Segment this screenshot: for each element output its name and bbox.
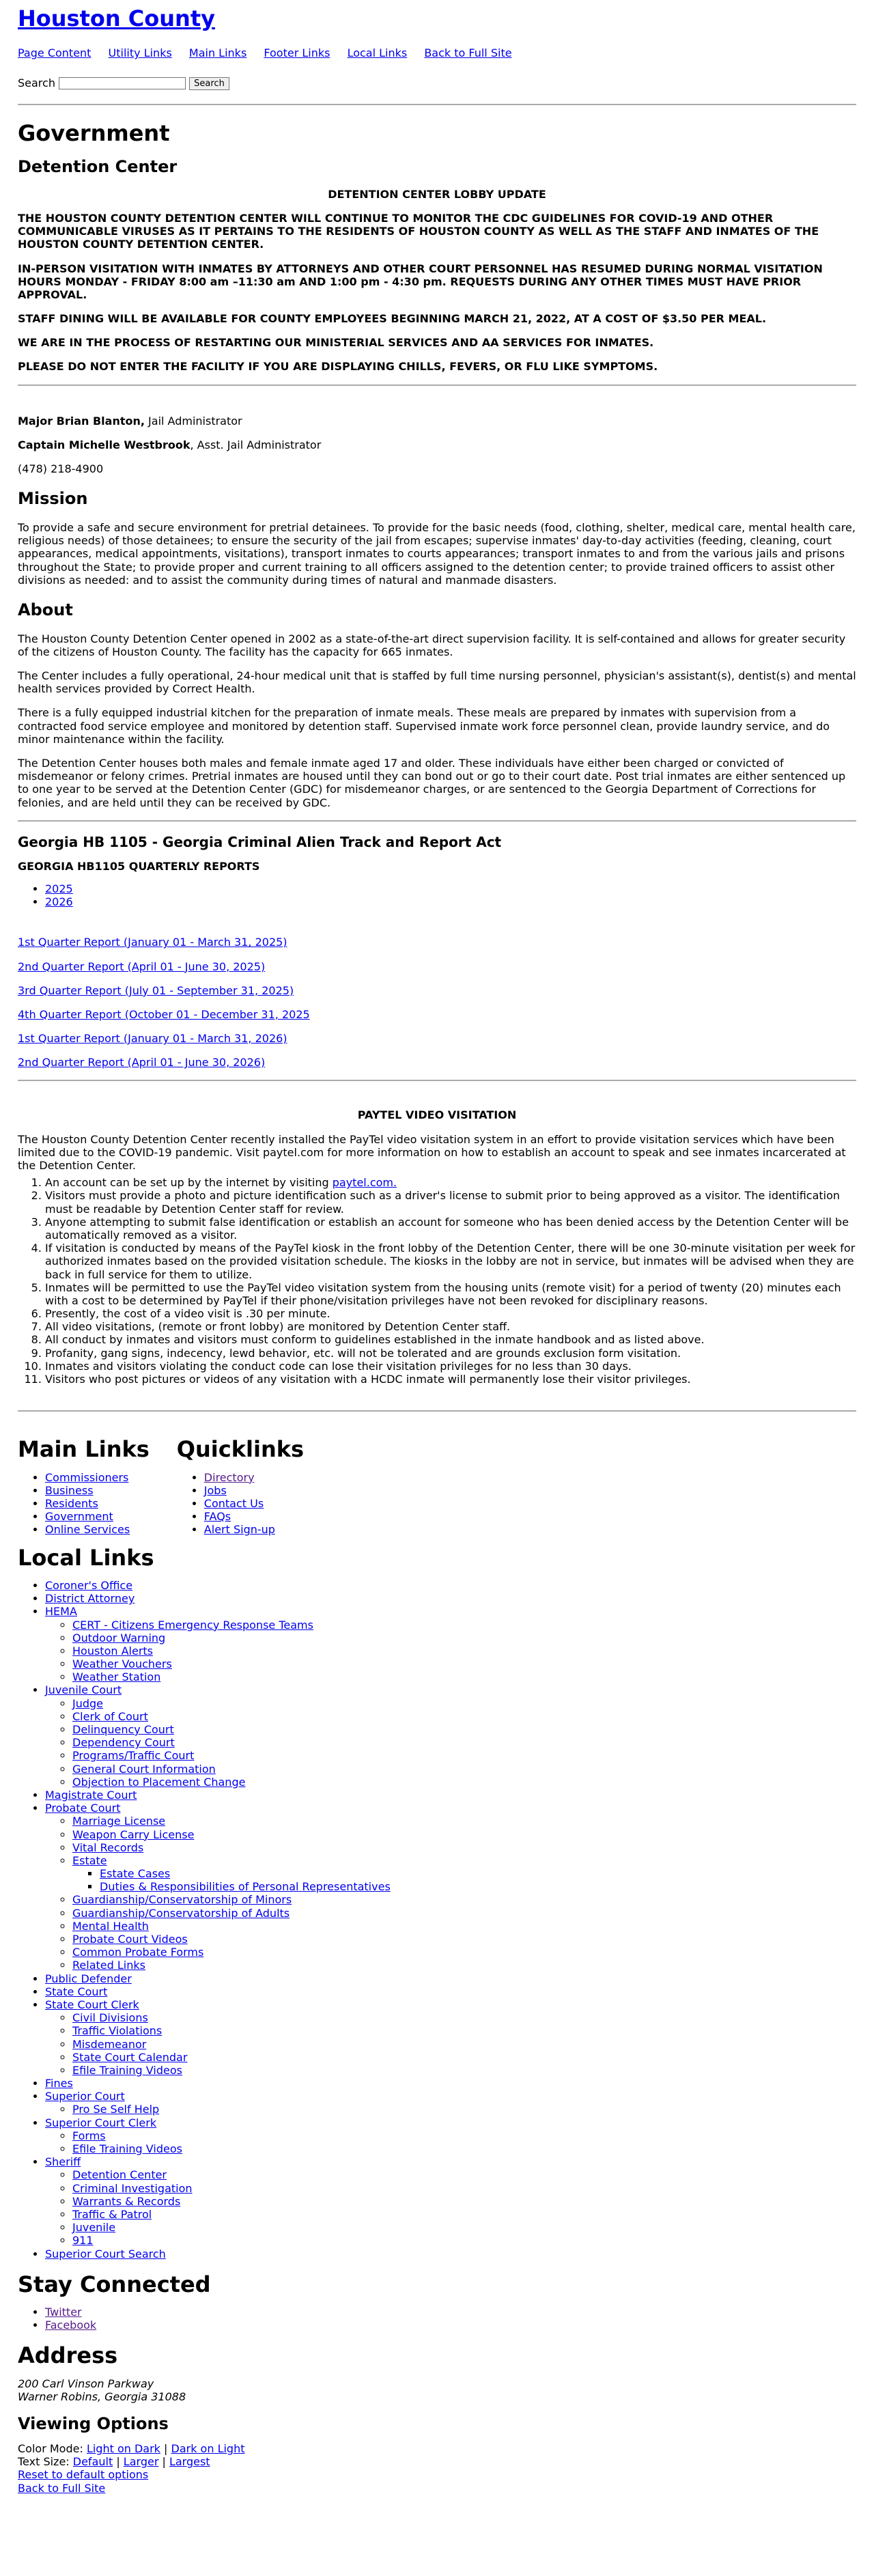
list-item: 4. If visitation is conducted by means of the PayTel kiosk in the front lobby of the Detention Center, there will be one 30-minute visitation per week for authorized inmates based on the provided visitation schedule. The kiosks in the lobby are not in service, but inmates will be advised when they are back in full service for them to utilize. <box>45 1242 856 1281</box>
local-link[interactable]: Weapon Carry License <box>72 1828 195 1841</box>
local-link[interactable]: CERT - Citizens Emergency Response Teams <box>72 1618 313 1632</box>
list-item <box>72 1619 856 1632</box>
local-link[interactable]: Common Probate Forms <box>72 1946 204 1959</box>
text-size-larger-link[interactable]: Larger <box>123 2455 159 2469</box>
skip-link-utility-links[interactable]: Utility Links <box>108 46 172 60</box>
local-link[interactable]: General Court Information <box>72 1762 216 1776</box>
list-item <box>72 2195 856 2208</box>
local-link[interactable]: Public Defender <box>45 1972 132 1985</box>
address-heading: Address <box>18 2342 118 2369</box>
local-link[interactable]: Judge <box>72 1696 104 1710</box>
dark-on-light-link[interactable]: Dark on Light <box>171 2442 245 2456</box>
list-item <box>72 1710 856 1723</box>
stay-connected-heading: Stay Connected <box>18 2271 211 2297</box>
local-link[interactable]: 911 <box>72 2234 94 2248</box>
quicklinks-heading: Quicklinks <box>176 1436 305 1463</box>
list-item: 11. Visitors who post pictures or videos of any visitation with a HCDC inmate will permanently lose their visitor privileges. <box>45 1373 856 1386</box>
sub-list <box>72 1867 856 1893</box>
about-paragraph: The Detention Center houses both males and female inmate aged 17 and older. These individuals have either been charged or convicted of misdemeanor or felony crimes. Pretrial inmates are housed until they can bond out or go to their court date. Post trial inmates are either sentenced up to one year to be served at the Detention Center (GDC) for misdemeanor charges, or are sentenced to the Georgia Department of Corrections for felonies, and are held until they can be received by GDC. <box>18 757 846 809</box>
list-item <box>72 2011 856 2024</box>
local-link[interactable]: Civil Divisions <box>72 2011 148 2025</box>
skip-link-page-content[interactable]: Page Content <box>18 46 91 60</box>
list-item <box>72 1763 856 1776</box>
local-link[interactable]: Weather Station <box>72 1670 161 1684</box>
lobby-title: DETENTION CENTER LOBBY UPDATE <box>328 187 546 201</box>
search-button[interactable]: Search <box>189 77 229 90</box>
list-item <box>45 1802 856 1972</box>
list-item <box>45 895 856 908</box>
list-item: 10. Inmates and visitors violating the conduct code can lose their visitation privileges for no less than 30 days. <box>45 1360 856 1373</box>
reset-options-link[interactable]: Reset to default options <box>18 2468 149 2482</box>
local-link[interactable]: Coroner's Office <box>45 1578 133 1592</box>
divider <box>18 104 856 105</box>
twitter-link[interactable]: Twitter <box>45 2306 82 2319</box>
local-link[interactable]: State Court Calendar <box>72 2050 188 2064</box>
report-link[interactable]: 1st Quarter Report (January 01 - March 31, 2026) <box>18 1032 287 1046</box>
mission-text: To provide a safe and secure environment for pretrial detainees. To provide for the basic needs (food, clothing, shelter, medical care, mental health care, religious needs) of those detainees; to ensure the security of the jail from escapes; supervise inmates' day-to-day activities (feeding, cleaning, court appearances, medical appointments, visitations), transport inmates to courts appearances; transport inmates to and from the various jails and prisons throughout the State; to provide proper and current training to all officers assigned to the detention center; to provide trained officers to assist other divisions as needed: and to assist the community during times of natural and manmade disasters. <box>18 521 856 587</box>
local-link[interactable]: District Attorney <box>45 1592 135 1606</box>
sub-list <box>45 1815 856 1972</box>
local-links-list <box>18 1579 856 2260</box>
search-label: Search <box>18 76 55 89</box>
local-link[interactable]: Estate Cases <box>100 1867 171 1881</box>
contact-assistant: Captain Michelle Westbrook, Asst. Jail Administrator <box>18 438 322 451</box>
hb1105-heading: Georgia HB 1105 - Georgia Criminal Alien Track and Report Act <box>18 833 502 850</box>
local-links-heading: Local Links <box>18 1544 154 1571</box>
lobby-paragraph: THE HOUSTON COUNTY DETENTION CENTER WILL CONTINUE TO MONITOR THE CDC GUIDELINES FOR COVID-19 AND OTHER COMMUNICABLE VIRUSES AS IT PERTAINS TO THE RESIDENTS OF HOUSTON COUNTY AS WELL AS THE STAFF AND INMATES OF THE HOUSTON COUNTY DETENTION CENTER. <box>18 211 819 251</box>
paytel-title: PAYTEL VIDEO VISITATION <box>357 1108 517 1122</box>
sub-list <box>45 2011 856 2077</box>
hb1105-years <box>18 882 856 908</box>
footer-columns <box>18 1420 856 1536</box>
list-item <box>72 1959 856 1972</box>
list-item <box>72 1854 856 1894</box>
divider <box>18 820 856 822</box>
contact-administrator: Major Brian Blanton, Jail Administrator <box>18 414 242 428</box>
local-link[interactable]: Sheriff <box>45 2155 81 2169</box>
about-heading: About <box>18 600 73 619</box>
viewing-options-heading: Viewing Options <box>18 2414 169 2434</box>
list-item: 9. Profanity, gang signs, indecency, lewd behavior, etc. will not be tolerated and are grounds exclusion form visitation. <box>45 1347 856 1360</box>
site-title-link[interactable]: Houston County <box>18 5 215 31</box>
list-item <box>72 1920 856 1933</box>
sub-list <box>45 1697 856 1789</box>
main-link[interactable]: Online Services <box>45 1523 130 1537</box>
skip-link-full-site[interactable]: Back to Full Site <box>424 46 512 60</box>
list-item <box>45 1789 856 1802</box>
list-item <box>72 2129 856 2142</box>
main-link[interactable]: Commissioners <box>45 1470 129 1484</box>
local-link[interactable]: Related Links <box>72 1959 145 1972</box>
list-item <box>45 1998 856 2077</box>
local-link[interactable]: Superior Court <box>45 2090 125 2103</box>
local-link[interactable]: Magistrate Court <box>45 1788 137 1802</box>
list-item <box>72 1841 856 1854</box>
list-item <box>45 1972 856 1985</box>
quicklink[interactable]: Contact Us <box>203 1497 264 1510</box>
list-item <box>72 1670 856 1683</box>
list-item: 3. Anyone attempting to submit false identification or establish an account for someone who has been denied access by the Detention Center will be automatically removed as a visitor. <box>45 1216 856 1242</box>
report-link[interactable]: 4th Quarter Report (October 01 - December 31, 2025 <box>18 1007 310 1021</box>
list-item <box>45 2116 856 2156</box>
year-link-2025[interactable]: 2025 <box>45 882 73 895</box>
list-item <box>72 2024 856 2037</box>
text-size-largest-link[interactable]: Largest <box>169 2455 210 2469</box>
local-link[interactable]: Traffic & Patrol <box>72 2207 152 2221</box>
list-item: 8. All conduct by inmates and visitors must conform to guidelines established in the inmate handbook and as listed above. <box>45 1333 856 1346</box>
local-link[interactable]: Guardianship/Conservatorship of Adults <box>72 1906 290 1920</box>
report-link[interactable]: 2nd Quarter Report (April 01 - June 30, 2026) <box>18 1056 266 1069</box>
list-item <box>72 2221 856 2234</box>
social-links <box>18 2306 856 2332</box>
skip-links <box>18 46 856 59</box>
list-item <box>72 2142 856 2155</box>
facebook-link[interactable]: Facebook <box>45 2319 97 2332</box>
list-item <box>72 1893 856 1906</box>
local-link[interactable]: Vital Records <box>72 1840 144 1854</box>
list-item <box>45 2248 856 2260</box>
local-link[interactable]: Houston Alerts <box>72 1644 154 1657</box>
local-link[interactable]: Juvenile Court <box>45 1683 122 1697</box>
list-item <box>72 2103 856 2116</box>
list-item <box>72 2182 856 2195</box>
local-link[interactable]: Outdoor Warning <box>72 1631 166 1644</box>
local-link[interactable]: Objection to Placement Change <box>72 1775 246 1789</box>
paytel-link[interactable]: paytel.com. <box>332 1176 397 1190</box>
local-link[interactable]: Misdemeanor <box>72 2037 147 2051</box>
lobby-paragraph: WE ARE IN THE PROCESS OF RESTARTING OUR MINISTERIAL SERVICES AND AA SERVICES FOR INMATES. <box>18 336 654 350</box>
quicklink[interactable]: Jobs <box>203 1483 227 1497</box>
search-input[interactable] <box>59 77 186 89</box>
local-link[interactable]: Mental Health <box>72 1919 149 1933</box>
list-item <box>72 1933 856 1946</box>
light-on-dark-link[interactable]: Light on Dark <box>86 2442 160 2456</box>
list-item <box>72 1632 856 1644</box>
list-item <box>45 2155 856 2247</box>
local-link[interactable]: Clerk of Court <box>72 1709 148 1723</box>
list-item: 7. All video visitations, (remote or front lobby) are monitored by Detention Center staff. <box>45 1320 856 1333</box>
report-link[interactable]: 1st Quarter Report (January 01 - March 31, 2025) <box>18 936 287 949</box>
local-link[interactable]: HEMA <box>45 1605 77 1619</box>
paytel-rules <box>18 1176 856 1386</box>
local-link[interactable]: Criminal Investigation <box>72 2181 193 2195</box>
year-link-2026[interactable]: 2026 <box>45 895 73 909</box>
list-item <box>72 1776 856 1789</box>
main-link[interactable]: Business <box>45 1483 94 1497</box>
list-item <box>72 1644 856 1657</box>
viewing-options: Color Mode: Light on Dark | Dark on Light Text Size: Default | Larger | Largest Reset to default options Back to Full Site <box>18 2442 245 2495</box>
text-size-default-link[interactable]: Default <box>72 2455 113 2469</box>
local-link[interactable]: Delinquency Court <box>72 1723 174 1737</box>
skip-link-local-links[interactable]: Local Links <box>347 46 408 60</box>
list-item <box>72 1723 856 1736</box>
local-link[interactable]: Juvenile <box>72 2221 116 2235</box>
divider <box>18 1410 856 1412</box>
list-item <box>45 2090 856 2116</box>
local-link[interactable]: Traffic Violations <box>72 2024 163 2038</box>
lobby-paragraph: IN-PERSON VISITATION WITH INMATES BY ATTORNEYS AND OTHER COURT PERSONNEL HAS RESUMED DURING NORMAL VISITATION HOURS MONDAY - FRIDAY 8:00 am –11:30 am AND 1:00 pm - 4:30 pm. REQUESTS DURING ANY OTHER TIMES MUST HAVE PRIOR APPROVAL. <box>18 262 823 301</box>
sub-list <box>45 2129 856 2155</box>
local-link[interactable]: Efile Training Videos <box>72 2142 182 2156</box>
list-item <box>45 1579 856 1592</box>
local-link[interactable]: Warrants & Records <box>72 2194 181 2208</box>
list-item <box>45 1985 856 1998</box>
list-item <box>72 1749 856 1762</box>
main-link[interactable]: Residents <box>45 1497 98 1510</box>
list-item <box>45 1592 856 1605</box>
list-item <box>45 882 856 895</box>
list-item <box>72 1657 856 1670</box>
local-link[interactable]: Superior Court Search <box>45 2247 166 2260</box>
list-item <box>72 2234 856 2247</box>
local-link[interactable]: Weather Vouchers <box>72 1657 172 1671</box>
site-title <box>18 5 856 31</box>
list-item <box>72 1736 856 1749</box>
local-link[interactable]: Programs/Traffic Court <box>72 1749 195 1763</box>
list-item <box>45 1683 856 1789</box>
local-link[interactable]: Duties & Responsibilities of Personal Representatives <box>100 1880 391 1894</box>
lobby-paragraph: STAFF DINING WILL BE AVAILABLE FOR COUNTY EMPLOYEES BEGINNING MARCH 21, 2022, AT A COST OF $3.50 PER MEAL. <box>18 312 767 326</box>
address-text: 200 Carl Vinson Parkway Warner Robins, Georgia 31088 <box>18 2377 186 2404</box>
lobby-paragraph: PLEASE DO NOT ENTER THE FACILITY IF YOU ARE DISPLAYING CHILLS, FEVERS, OR FLU LIKE SYMPTOMS. <box>18 360 658 374</box>
list-item <box>72 1697 856 1710</box>
list-item: 6. Presently, the cost of a video visit is .30 per minute. <box>45 1307 856 1320</box>
local-link[interactable]: Forms <box>72 2129 106 2142</box>
local-link[interactable]: Marriage License <box>72 1815 166 1828</box>
list-item <box>72 1946 856 1959</box>
local-link[interactable]: Detention Center <box>72 2168 167 2182</box>
quicklink[interactable]: Directory <box>203 1470 255 1484</box>
local-link[interactable]: Pro Se Self Help <box>72 2103 160 2116</box>
list-item <box>45 1605 856 1683</box>
quicklink[interactable]: FAQs <box>203 1510 231 1524</box>
local-link[interactable]: Superior Court Clerk <box>45 2116 157 2129</box>
list-item <box>100 1880 856 1893</box>
list-item <box>45 2077 856 2090</box>
skip-link-footer-links[interactable]: Footer Links <box>264 46 330 60</box>
list-item <box>72 2038 856 2051</box>
quicklinks-section <box>177 1420 304 1536</box>
local-link[interactable]: Dependency Court <box>72 1736 175 1750</box>
page-subheading: Detention Center <box>18 156 178 176</box>
local-link[interactable]: Probate Court <box>45 1802 121 1815</box>
hb1105-subheading: GEORGIA HB1105 QUARTERLY REPORTS <box>18 859 260 873</box>
about-paragraph: There is a fully equipped industrial kitchen for the preparation of inmate meals. These meals are prepared by inmates with supervision from a contracted food service employee and monitored by detention staff. Supervised inmate work force personnel clean, provide laundry service, and do minor maintenance within the facility. <box>18 706 830 746</box>
list-item: 5. Inmates will be permitted to use the PayTel video visitation system from the housing units (remote visit) for a period of twenty (20) minutes each with a cost to be determined by PayTel if their phone/visitation privileges have not been revoked for disciplinary reasons. <box>45 1281 856 1307</box>
list-item <box>72 2168 856 2181</box>
list-item: 2. Visitors must provide a photo and picture identification such as a driver's license to submit prior to being approved as a visitor. The identification must be readable by Detention Center staff for review. <box>45 1189 856 1215</box>
local-link[interactable]: Fines <box>45 2077 73 2090</box>
search-form <box>18 76 856 90</box>
sub-list <box>45 2168 856 2247</box>
list-item <box>72 1907 856 1920</box>
list-item <box>72 1828 856 1841</box>
local-link[interactable]: Guardianship/Conservatorship of Minors <box>72 1893 292 1907</box>
about-paragraph: The Houston County Detention Center opened in 2002 as a state-of-the-art direct supervision facility. It is self-contained and allows for greater security of the citizens of Houston County. The facility has the capacity for 665 inmates. <box>18 632 846 658</box>
report-link[interactable]: 2nd Quarter Report (April 01 - June 30, 2025) <box>18 960 266 973</box>
about-paragraph: The Center includes a fully operational, 24-hour medical unit that is staffed by full time nursing personnel, physician's assistant(s), dentist(s) and mental health services provided by Correct Health. <box>18 669 856 696</box>
page-heading: Government <box>18 120 170 146</box>
sub-list <box>45 1619 856 1684</box>
list-item: 1. An account can be set up by the internet by visiting paytel.com. <box>45 1176 856 1189</box>
list-item <box>72 2208 856 2221</box>
mission-heading: Mission <box>18 489 88 509</box>
local-link[interactable]: Probate Court Videos <box>72 1933 188 1946</box>
report-link[interactable]: 3rd Quarter Report (July 01 - September 31, 2025) <box>18 983 294 997</box>
local-link[interactable]: State Court <box>45 1985 108 1998</box>
contact-phone: (478) 218-4900 <box>18 462 104 476</box>
local-link[interactable]: Efile Training Videos <box>72 2063 182 2077</box>
skip-link-main-links[interactable]: Main Links <box>188 46 247 60</box>
back-to-full-site-link[interactable]: Back to Full Site <box>18 2481 106 2495</box>
list-item <box>72 2051 856 2064</box>
local-link[interactable]: Estate <box>72 1853 107 1867</box>
quicklink[interactable]: Alert Sign-up <box>203 1523 275 1537</box>
list-item <box>72 1815 856 1828</box>
list-item <box>72 2064 856 2077</box>
local-link[interactable]: State Court Clerk <box>45 1998 139 2011</box>
main-link[interactable]: Government <box>45 1510 113 1524</box>
main-links-heading: Main Links <box>18 1436 150 1463</box>
paytel-intro: The Houston County Detention Center recently installed the PayTel video visitation system in an effort to provide visitation services which have been limited due to the COVID-19 pandemic. Visit paytel.com for more information on how to establish an account to speak and see inmates incarcerated at the Detention Center. <box>18 1132 846 1173</box>
main-links-section <box>18 1420 150 1536</box>
sub-list <box>45 2103 856 2116</box>
list-item <box>100 1867 856 1880</box>
